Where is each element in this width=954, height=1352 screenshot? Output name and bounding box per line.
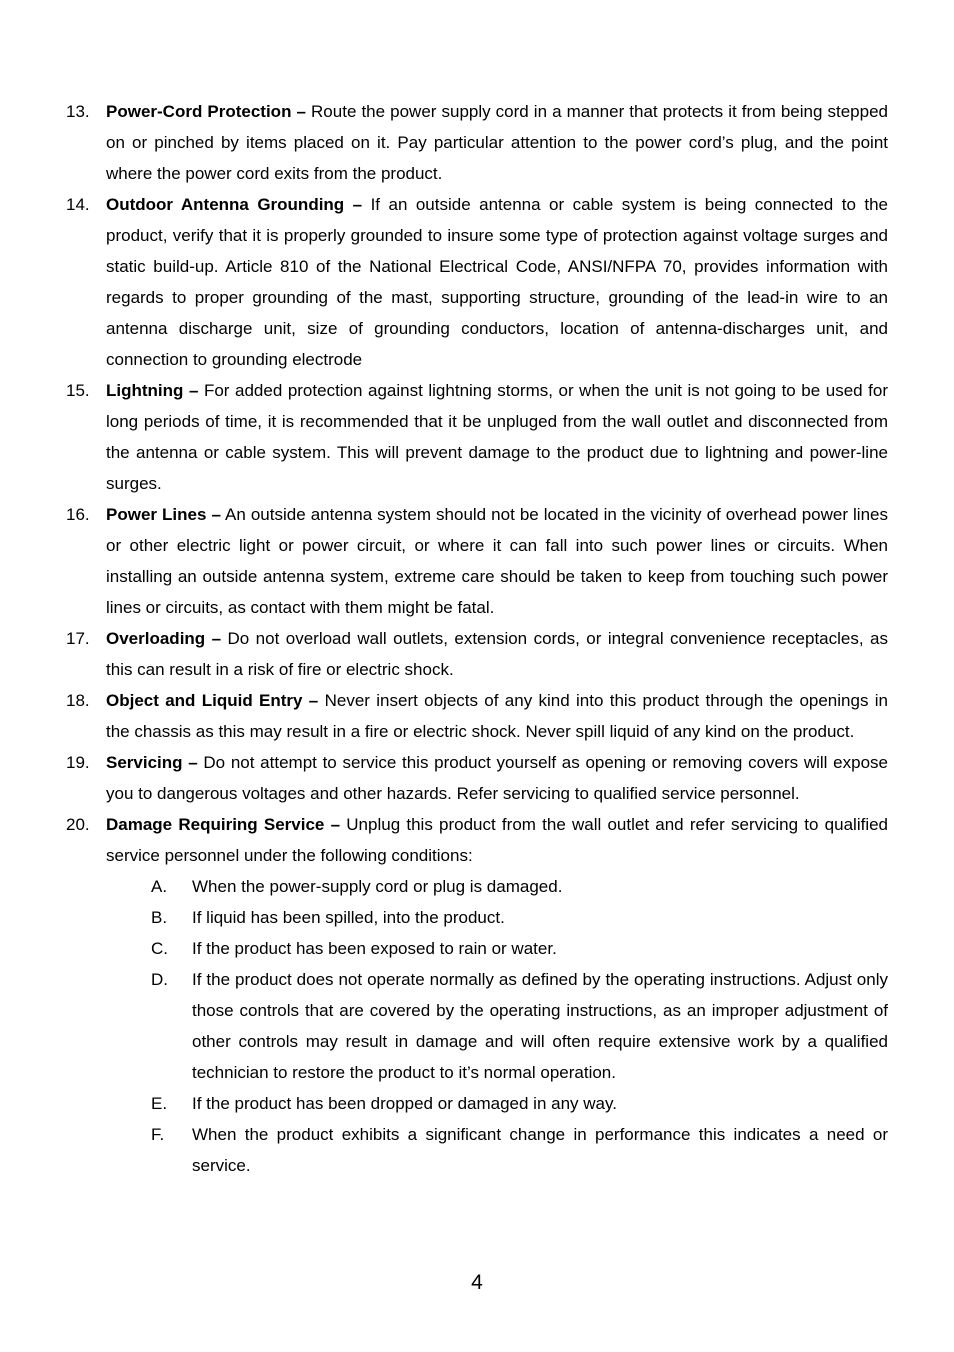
sublist-letter: E. — [151, 1094, 168, 1113]
sublist-item — [151, 1088, 888, 1119]
item-number: 14. — [66, 195, 90, 214]
item-body: Do not overload wall outlets, extension cords, or integral convenience receptacles, as this can result in a risk of fire or electric shock. — [106, 629, 888, 679]
item-title: Overloading – — [106, 629, 222, 648]
item-text-block — [106, 747, 888, 809]
list-item — [0, 809, 888, 1181]
list-item — [0, 685, 888, 747]
sublist-item — [151, 933, 888, 964]
item-title: Power Lines – — [106, 505, 221, 524]
item-text-block — [106, 499, 888, 623]
sublist-letter: C. — [151, 939, 168, 958]
item-text-block — [106, 623, 888, 685]
item-text-block — [106, 375, 888, 499]
sublist-item — [151, 871, 888, 902]
item-title: Servicing – — [106, 753, 198, 772]
list-item — [0, 499, 888, 623]
item-number: 13. — [66, 102, 90, 121]
sublist-text: If the product has been dropped or damaged in any way. — [192, 1094, 617, 1113]
conditions-sublist — [151, 871, 888, 1181]
sublist-text: If the product does not operate normally as defined by the operating instructions. Adjust only those controls that are covered by the operating instructions, as an improper adjustment of other controls may result in damage and will often require extensive work by a qualified technician to restore the product to it’s normal operation. — [192, 970, 888, 1082]
list-item — [0, 623, 888, 685]
item-title: Object and Liquid Entry – — [106, 691, 319, 710]
sublist-letter: A. — [151, 877, 168, 896]
sublist-text: If liquid has been spilled, into the product. — [192, 908, 505, 927]
item-number: 17. — [66, 629, 90, 648]
item-body: Do not attempt to service this product yourself as opening or removing covers will expose you to dangerous voltages and other hazards. Refer servicing to qualified service personnel. — [106, 753, 888, 803]
item-title: Power-Cord Protection – — [106, 102, 306, 121]
item-number: 16. — [66, 505, 90, 524]
page-number: 4 — [471, 1271, 483, 1294]
item-text-block — [106, 685, 888, 747]
item-body: An outside antenna system should not be located in the vicinity of overhead power lines or other electric light or power circuit, or where it can fall into such power lines or circuits. When installing an outside antenna system, extreme care should be taken to keep from touching such power lines or circuits, as contact with them might be fatal. — [106, 505, 888, 617]
item-body: If an outside antenna or cable system is being connected to the product, verify that it is properly grounded to insure some type of protection against voltage surges and static build-up. Article 810 of the National Electrical Code, ANSI/NFPA 70, provides information with regards to proper grounding of the mast, supporting structure, grounding of the lead-in wire to an antenna discharge unit, size of grounding conductors, location of antenna-discharges unit, and connection to grounding electrode — [106, 195, 888, 369]
sublist-text: When the product exhibits a significant change in performance this indicates a need or service. — [192, 1125, 888, 1175]
list-item — [0, 375, 888, 499]
item-body: Route the power supply cord in a manner that protects it from being stepped on or pinched by items placed on it. Pay particular attention to the power cord’s plug, and the point where the power cord exits from the product. — [106, 102, 888, 183]
sublist-item — [151, 902, 888, 933]
item-body: Unplug this product from the wall outlet and refer servicing to qualified service personnel under the following conditions: — [106, 815, 889, 865]
list-item — [0, 96, 888, 189]
sublist-letter: B. — [151, 908, 168, 927]
sublist-item — [151, 1119, 888, 1181]
item-number: 15. — [66, 381, 90, 400]
item-text-block — [106, 96, 888, 189]
sublist-item — [151, 964, 888, 1088]
list-item — [0, 747, 888, 809]
item-text-block — [106, 189, 888, 375]
item-text-block — [106, 809, 888, 871]
list-item — [0, 189, 888, 375]
item-number: 18. — [66, 691, 90, 710]
item-title: Outdoor Antenna Grounding – — [106, 195, 363, 214]
item-body: Never insert objects of any kind into this product through the openings in the chassis as this may result in a fire or electric shock. Never spill liquid of any kind on the product. — [106, 691, 888, 741]
item-title: Damage Requiring Service – — [106, 815, 341, 834]
item-title: Lightning – — [106, 381, 199, 400]
item-number: 20. — [66, 815, 90, 834]
sublist-letter: D. — [151, 970, 168, 989]
safety-instructions-list — [0, 96, 954, 1181]
item-number: 19. — [66, 753, 90, 772]
sublist-text: When the power-supply cord or plug is damaged. — [192, 877, 563, 896]
sublist-text: If the product has been exposed to rain or water. — [192, 939, 557, 958]
item-body: For added protection against lightning storms, or when the unit is not going to be used for long periods of time, it is recommended that it be unpluged from the wall outlet and disconnected from the antenna or cable system. This will prevent damage to the product due to lightning and power-line surges. — [106, 381, 888, 493]
sublist-letter: F. — [151, 1125, 165, 1144]
